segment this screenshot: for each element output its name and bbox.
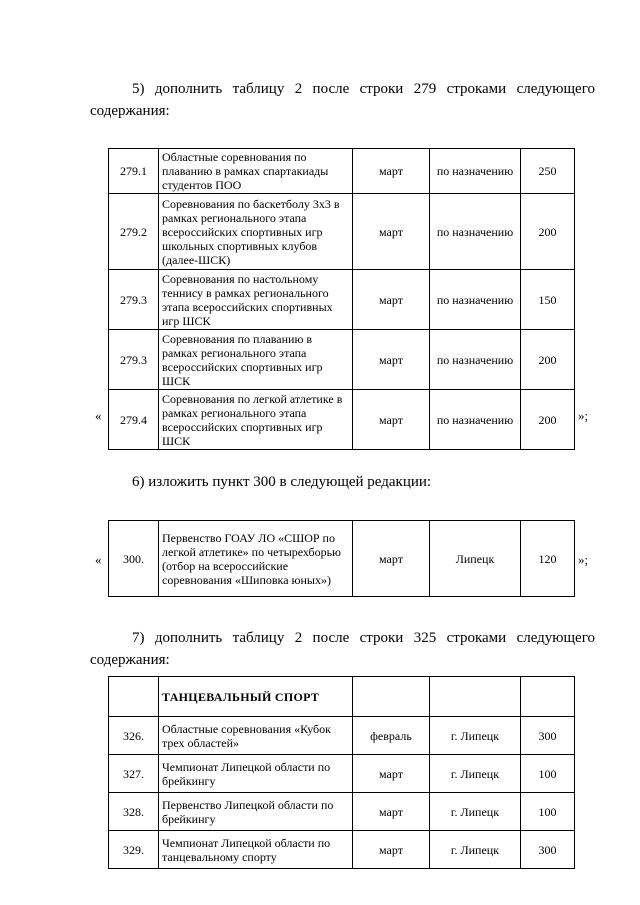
event-month: март xyxy=(353,521,430,597)
event-place: г. Липецк xyxy=(430,793,521,831)
participant-count: 100 xyxy=(521,793,575,831)
row-number: 328. xyxy=(109,793,159,831)
event-place: г. Липецк xyxy=(430,717,521,755)
participant-count: 300 xyxy=(521,831,575,869)
open-quote: « xyxy=(95,408,102,423)
event-place: по назначению xyxy=(430,149,521,194)
event-name: Первенство ГОАУ ЛО «СШОР по легкой атлетике» по четырехборью (отбор на всероссийские соревнования «Шиповка юных») xyxy=(159,521,353,597)
participant-count: 120 xyxy=(521,521,575,597)
empty-cell xyxy=(430,677,521,717)
table-row xyxy=(109,755,575,793)
table-row xyxy=(109,521,575,597)
table-row xyxy=(109,270,575,330)
table-insert-after-325 xyxy=(108,676,575,869)
empty-cell xyxy=(353,677,430,717)
row-number: 327. xyxy=(109,755,159,793)
event-place: г. Липецк xyxy=(430,831,521,869)
event-name: Областные соревнования по плаванию в рамках спартакиады студентов ПОО xyxy=(159,149,353,194)
row-number: 329. xyxy=(109,831,159,869)
event-place: г. Липецк xyxy=(430,755,521,793)
event-name: Соревнования по настольному теннису в рамках регионального этапа всероссийских спортивных игр ШСК xyxy=(159,270,353,330)
event-month: март xyxy=(353,755,430,793)
event-month: февраль xyxy=(353,717,430,755)
participant-count: 300 xyxy=(521,717,575,755)
event-name: Соревнования по легкой атлетике в рамках регионального этапа всероссийских спортивных игр ШСК xyxy=(159,390,353,450)
participant-count: 150 xyxy=(521,270,575,330)
event-place: по назначению xyxy=(430,330,521,390)
table-row xyxy=(109,793,575,831)
open-quote: « xyxy=(95,552,102,567)
empty-cell xyxy=(521,677,575,717)
row-number xyxy=(109,677,159,717)
row-number: 279.4 xyxy=(109,390,159,450)
participant-count: 200 xyxy=(521,390,575,450)
event-place: по назначению xyxy=(430,194,521,270)
event-name: Чемпионат Липецкой области по брейкингу xyxy=(159,755,353,793)
table-row xyxy=(109,330,575,390)
row-number: 326. xyxy=(109,717,159,755)
event-place: Липецк xyxy=(430,521,521,597)
row-number: 279.3 xyxy=(109,270,159,330)
participant-count: 250 xyxy=(521,149,575,194)
close-quote: »; xyxy=(578,552,589,567)
participant-count: 200 xyxy=(521,194,575,270)
table-row xyxy=(109,194,575,270)
participant-count: 200 xyxy=(521,330,575,390)
event-month: март xyxy=(353,330,430,390)
table-row xyxy=(109,390,575,450)
table-row xyxy=(109,149,575,194)
event-name: Областные соревнования «Кубок трех областей» xyxy=(159,717,353,755)
event-month: март xyxy=(353,390,430,450)
table-replace-300 xyxy=(108,520,575,597)
row-number: 300. xyxy=(109,521,159,597)
event-place: по назначению xyxy=(430,270,521,330)
event-place: по назначению xyxy=(430,390,521,450)
event-month: март xyxy=(353,793,430,831)
event-month: март xyxy=(353,149,430,194)
table-insert-after-279 xyxy=(108,148,575,450)
close-quote: »; xyxy=(578,408,589,423)
event-month: март xyxy=(353,831,430,869)
table-row xyxy=(109,831,575,869)
row-number: 279.2 xyxy=(109,194,159,270)
event-name: Соревнования по плаванию в рамках регионального этапа всероссийских спортивных игр ШСК xyxy=(159,330,353,390)
paragraph-5: 5) дополнить таблицу 2 после строки 279 строками следующего содержания: xyxy=(90,81,595,119)
paragraph-7: 7) дополнить таблицу 2 после строки 325 строками следующего содержания: xyxy=(90,630,595,668)
event-name: Соревнования по баскетболу 3х3 в рамках регионального этапа всероссийских спортивных игр школьных спортивных клубов (далее-ШСК) xyxy=(159,194,353,270)
participant-count: 100 xyxy=(521,755,575,793)
row-number: 279.1 xyxy=(109,149,159,194)
section-row xyxy=(109,677,575,717)
event-name: Чемпионат Липецкой области по танцевальному спорту xyxy=(159,831,353,869)
event-month: март xyxy=(353,270,430,330)
section-title: ТАНЦЕВАЛЬНЫЙ СПОРТ xyxy=(159,677,353,717)
row-number: 279.3 xyxy=(109,330,159,390)
event-name: Первенство Липецкой области по брейкингу xyxy=(159,793,353,831)
paragraph-6: 6) изложить пункт 300 в следующей редакции: xyxy=(132,474,432,490)
event-month: март xyxy=(353,194,430,270)
table-row xyxy=(109,717,575,755)
